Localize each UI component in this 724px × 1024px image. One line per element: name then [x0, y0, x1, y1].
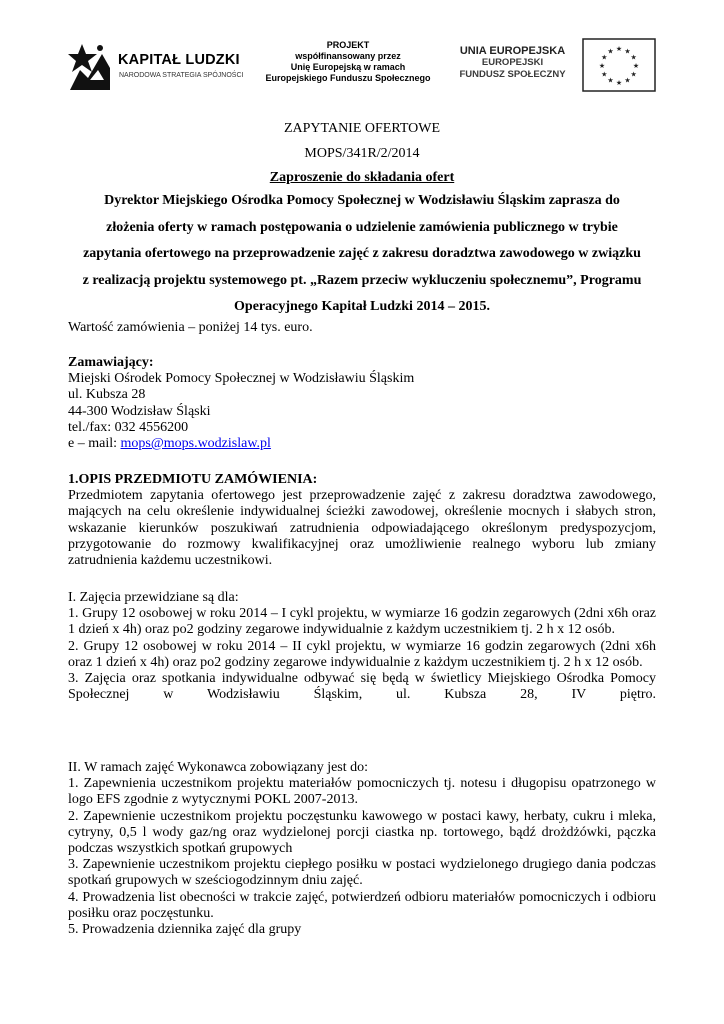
- part-1: [68, 590, 656, 703]
- intro-line: Dyrektor Miejskiego Ośrodka Pomocy Społecznej w Wodzisławiu Śląskim zaprasza do: [104, 193, 620, 208]
- project-line: współfinansowany przez: [295, 51, 401, 61]
- part-2-item: 5. Prowadzenia dziennika zajęć dla grupy: [68, 922, 302, 938]
- project-line: Unię Europejską w ramach: [290, 62, 406, 72]
- kl-title: KAPITAŁ LUDZKI: [118, 52, 240, 68]
- svg-text:★: ★: [630, 53, 637, 62]
- section-1: [68, 472, 656, 569]
- order-value: Wartość zamówienia – poniżej 14 tys. euro.: [68, 320, 313, 335]
- svg-text:★: ★: [630, 70, 637, 79]
- svg-text:★: ★: [607, 76, 614, 85]
- kapital-ludzki-emblem-icon: [68, 40, 112, 92]
- svg-text:★: ★: [601, 70, 608, 79]
- part-2-item: 2. Zapewnienie uczestnikom projektu poczęstunku kawowego w postaci kawy, herbaty, cukru i mleka, cytryny, 0,5 l wody gaz/ng oraz wydzielonej porcji ciastka np. tortowego, bądź drożdżówki, pączka podczas wszystkich spotkań grupowych: [68, 808, 656, 857]
- svg-text:★: ★: [601, 53, 608, 62]
- svg-text:★: ★: [607, 47, 614, 56]
- svg-text:★: ★: [624, 47, 631, 56]
- ue-line: FUNDUSZ SPOŁECZNY: [459, 69, 566, 80]
- orderer-line: ul. Kubsza 28: [68, 387, 146, 403]
- part-1-item: 3. Zajęcia oraz spotkania indywidualne odbywać się będą w świetlicy Miejskiego Ośrodka Pomocy Społecznej w Wodzisławiu Śląskim, ul. Kubsza 28, IV piętro.: [68, 671, 656, 703]
- doc-number: MOPS/341R/2/2014: [304, 146, 420, 161]
- project-caption: [248, 40, 448, 84]
- intro-line: z realizacją projektu systemowego pt. „Razem przeciw wykluczeniu społecznemu”, Programu: [82, 272, 642, 288]
- svg-text:★: ★: [615, 79, 623, 87]
- section-1-text: Przedmiotem zapytania ofertowego jest przeprowadzenie zajęć z zakresu doradztwa zawodowego, mających na celu określenie indywidualnej ścieżki zawodowej, określenie mocnych i słabych stron, wskazanie kierunków poszukiwań zatrudnienia odpowiadającego określonym predyspozycjom, przygotowanie do rozmowy kwalifikacyjnej oraz umożliwienie realnego wyboru lub zmiany zatrudnienia każdemu uczestnikowi.: [68, 488, 656, 569]
- svg-text:★: ★: [615, 45, 623, 53]
- orderer-line: Miejski Ośrodek Pomocy Społecznej w Wodzisławiu Śląskim: [68, 371, 415, 387]
- orderer-line: 44-300 Wodzisław Śląski: [68, 403, 211, 419]
- ue-text: [450, 45, 575, 81]
- orderer-heading: Zamawiający:: [68, 355, 154, 370]
- intro-line: zapytania ofertowego na przeprowadzenie zajęć z zakresu doradztwa zawodowego w związku: [83, 246, 641, 261]
- part-2-heading: II. W ramach zajęć Wykonawca zobowiązany jest do:: [68, 760, 369, 775]
- email-link[interactable]: mops@mops.wodzislaw.pl: [120, 436, 271, 452]
- kapital-ludzki-logo: [68, 40, 244, 92]
- eu-flag-icon: [582, 38, 656, 92]
- part-1-item: 2. Grupy 12 osobowej w roku 2014 – II cykl projektu, w wymiarze 16 godzin zegarowych (2dni x6h oraz 1 dzień x 4h) oraz po2 godziny zegarowe indywidualnie z każdym uczestnikiem tj. 2 h x 12 osób.: [68, 638, 656, 670]
- ue-line: UNIA EUROPEJSKA: [459, 45, 566, 57]
- project-line: PROJEKT: [326, 40, 370, 50]
- part-2-item: 1. Zapewnienia uczestnikom projektu materiałów pomocniczych tj. notesu i długopisu opatrzonego w logo EFS zgodnie z wytycznymi POKL 2007-2013.: [68, 776, 656, 808]
- part-2: [68, 760, 656, 938]
- header-logos: [0, 30, 724, 100]
- orderer-line: tel./fax: 032 4556200: [68, 419, 189, 435]
- intro-line: Operacyjnego Kapitał Ludzki 2014 – 2015.: [234, 299, 490, 314]
- doc-title: ZAPYTANIE OFERTOWE: [283, 121, 441, 136]
- part-2-item: 4. Prowadzenia list obecności w trakcie zajęć, potwierdzeń odbioru materiałów pomocniczych i odbioru posiłku oraz poczęstunku.: [68, 889, 656, 921]
- section-1-heading: 1.OPIS PRZEDMIOTU ZAMÓWIENIA:: [68, 472, 318, 487]
- svg-text:★: ★: [632, 62, 640, 70]
- part-2-item: 3. Zapewnienie uczestnikom projektu ciepłego posiłku w postaci wydzielonego drugiego dania podczas spotkań grupowych w sześciogodzinnym dniu zajęć.: [68, 857, 656, 889]
- svg-text:★: ★: [598, 62, 606, 70]
- email-line: [68, 436, 656, 452]
- kl-subtitle: NARODOWA STRATEGIA SPÓJNOŚCI: [119, 72, 244, 79]
- intro-paragraph: [68, 188, 656, 321]
- project-line: Europejskiego Funduszu Społecznego: [265, 73, 431, 83]
- invitation-heading: Zaproszenie do składania ofert: [269, 170, 455, 185]
- ue-line: EUROPEJSKI: [481, 57, 544, 68]
- email-label: e – mail:: [68, 436, 121, 452]
- part-1-heading: I. Zajęcia przewidziane są dla:: [68, 590, 239, 605]
- orderer-block: [68, 355, 656, 452]
- svg-text:★: ★: [624, 76, 631, 85]
- intro-line: złożenia oferty w ramach postępowania o udzielenie zamówienia publicznego w trybie: [106, 219, 618, 235]
- part-1-item: 1. Grupy 12 osobowej w roku 2014 – I cykl projektu, w wymiarze 16 godzin zegarowych (2dni x6h oraz 1 dzień x 4h) oraz po2 godziny zegarowe indywidualnie z każdym uczestnikiem tj. 2 h x 12 osób.: [68, 606, 656, 638]
